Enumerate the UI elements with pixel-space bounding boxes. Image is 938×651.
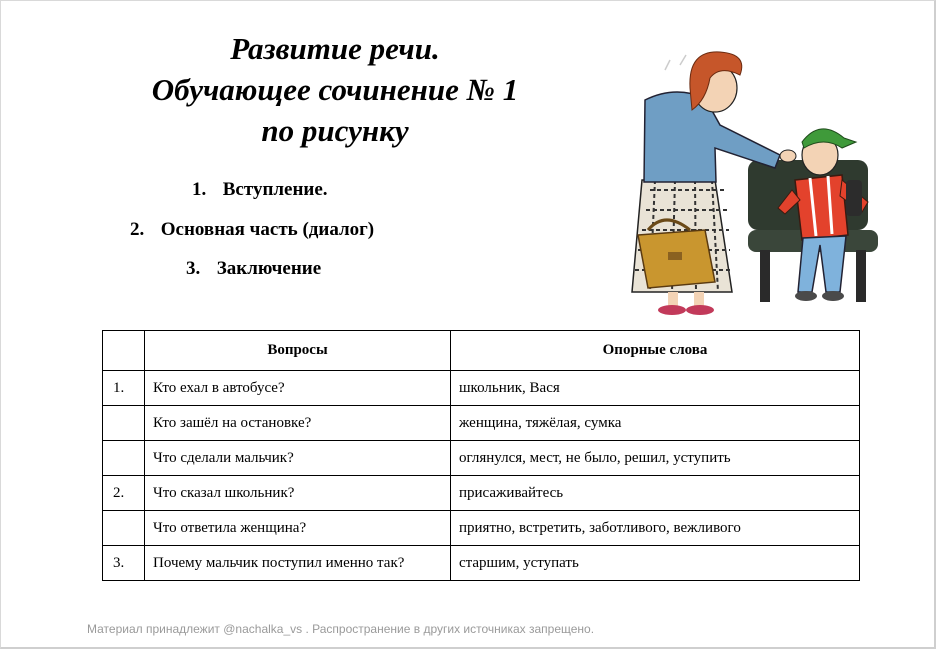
table-row (103, 371, 860, 406)
row-number: 3. (103, 546, 145, 581)
title-line-1: Развитие речи. (230, 31, 440, 66)
row-question: Кто зашёл на остановке? (145, 406, 451, 441)
row-question: Кто ехал в автобусе? (145, 371, 451, 406)
table-header-keywords: Опорные слова (451, 331, 860, 371)
row-number (103, 406, 145, 441)
row-question: Что сказал школьник? (145, 476, 451, 511)
plan-item-text: Основная часть (диалог) (160, 219, 375, 240)
plan-item-intro (192, 179, 328, 201)
row-number: 1. (103, 371, 145, 406)
row-question: Почему мальчик поступил именно так? (145, 546, 451, 581)
plan-item-text: Вступление. (222, 179, 328, 200)
plan-item-number: 3. (186, 258, 201, 279)
table-row (103, 546, 860, 581)
plan-item-main (130, 219, 374, 241)
row-number: 2. (103, 476, 145, 511)
row-keywords: женщина, тяжёлая, сумка (451, 406, 860, 441)
copyright-footer: Материал принадлежит @nachalka_vs . Распространение в других источниках запрещено. (87, 622, 595, 636)
table-header-number (103, 331, 145, 371)
plan-item-number: 1. (192, 179, 207, 200)
table-row (103, 511, 860, 546)
questions-table (102, 330, 860, 581)
row-number (103, 441, 145, 476)
title-line-2: Обучающее сочинение № 1 (151, 72, 519, 107)
row-keywords: приятно, встретить, заботливого, вежливого (451, 511, 860, 546)
table-header-row (103, 331, 860, 371)
plan-item-number: 2. (130, 219, 145, 240)
row-question: Что сделали мальчик? (145, 441, 451, 476)
row-question: Что ответила женщина? (145, 511, 451, 546)
row-keywords: старшим, уступать (451, 546, 860, 581)
row-keywords: оглянулся, мест, не было, решил, уступить (451, 441, 860, 476)
row-keywords: школьник, Вася (451, 371, 860, 406)
row-number (103, 511, 145, 546)
table-row (103, 476, 860, 511)
table-row (103, 441, 860, 476)
essay-plan (0, 0, 600, 300)
table-header-questions: Вопросы (145, 331, 451, 371)
plan-item-conclusion (186, 258, 321, 280)
plan-item-text: Заключение (216, 258, 322, 279)
row-keywords: присаживайтесь (451, 476, 860, 511)
title-line-3: по рисунку (261, 113, 409, 148)
woman-and-boy-illustration (620, 30, 902, 320)
table-row (103, 406, 860, 441)
